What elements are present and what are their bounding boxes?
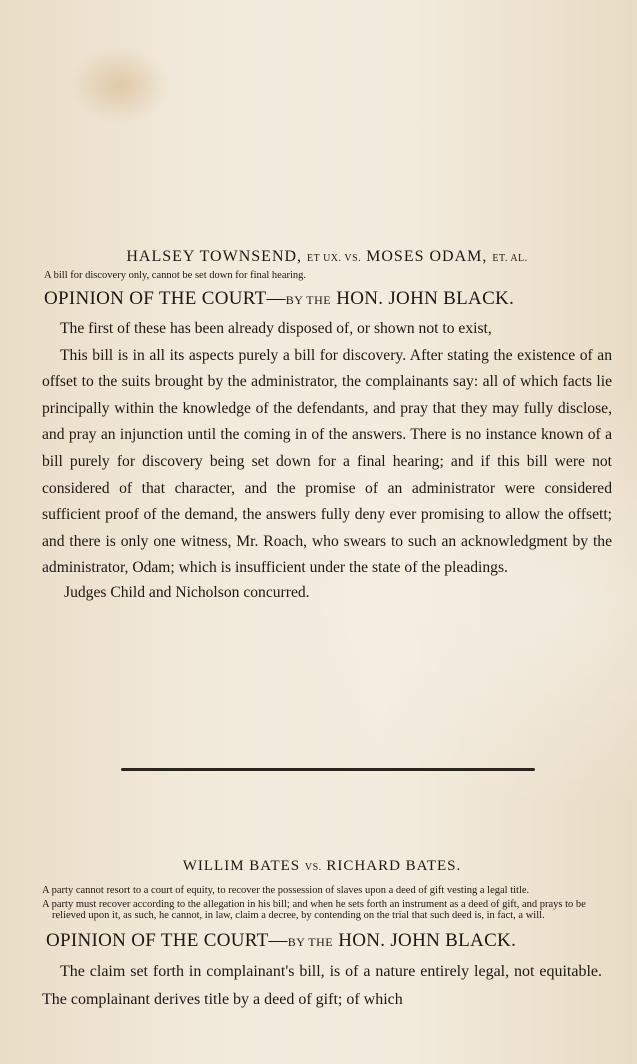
opinion-judge: HON. JOHN BLACK. (336, 288, 515, 309)
headnote: A party must recover according to the allegation in his bill; and when he sets forth an instrument as a deed of gift, and prays to be relieved upon it, as such, he cannot, in law, claim a decree, by contending on the trial that such deed is, in fact, a will. (42, 898, 586, 921)
paragraph: This bill is in all its aspects purely a bill for discovery. After stating the existence of an offset to the suits brought by the administrator, the complainants say: all of which facts lie principally within the knowledge of the defendants, and pray that they may fully disclose, and pray an injunction until the coming in of the answers. There is no instance known of a bill purely for discovery being set down for a final hearing; and if this bill were not considered of that character, and the promise of an administrator were considered sufficient proof of the demand, the answers fully deny ever promising to allow the offsett; and there is only one witness, Mr. Roach, who swears to such an acknowledgment by the administrator, Odam; which is insufficient under the state of the pleadings. (42, 346, 612, 577)
section-divider (121, 768, 535, 771)
case-title (42, 248, 612, 266)
case-title (42, 858, 602, 875)
paragraph: The first of these has been already disposed of, or shown not to exist, (60, 320, 492, 337)
headnote: A party cannot resort to a court of equity, to recover the possession of slaves upon a deed of gift vesting a legal title. (42, 885, 530, 896)
party-defendant: RICHARD BATES. (326, 858, 462, 874)
opinion-heading (46, 930, 602, 952)
opinion-heading (44, 288, 612, 310)
opinion-judge: HON. JOHN BLACK. (338, 929, 517, 951)
et-ux-vs: ET UX. VS. (307, 253, 362, 264)
party-defendant: MOSES ODAM, (366, 248, 488, 265)
opinion-main: OPINION OF THE COURT— (44, 288, 286, 309)
case-bates-v-bates (42, 858, 602, 1014)
opinion-by: BY THE (287, 934, 334, 949)
vs: VS. (304, 862, 322, 873)
headnote: A bill for discovery only, cannot be set down for final hearing. (44, 270, 307, 281)
case-townsend-v-odam (42, 248, 612, 604)
opinion-body (42, 958, 602, 1014)
opinion-body (42, 316, 612, 582)
paragraph: The claim set forth in complainant's bill, is of a nature entirely legal, not equitable. The complainant derives title by a deed of gift; of which (42, 962, 602, 1008)
concurrence: Judges Child and Nicholson concurred. (64, 583, 310, 601)
party-plaintiff: HALSEY TOWNSEND, (126, 248, 303, 265)
opinion-by: BY THE (285, 293, 332, 307)
party-plaintiff: WILLIM BATES (182, 858, 301, 874)
opinion-main: OPINION OF THE COURT— (46, 929, 288, 951)
et-al: ET. AL. (492, 253, 528, 264)
